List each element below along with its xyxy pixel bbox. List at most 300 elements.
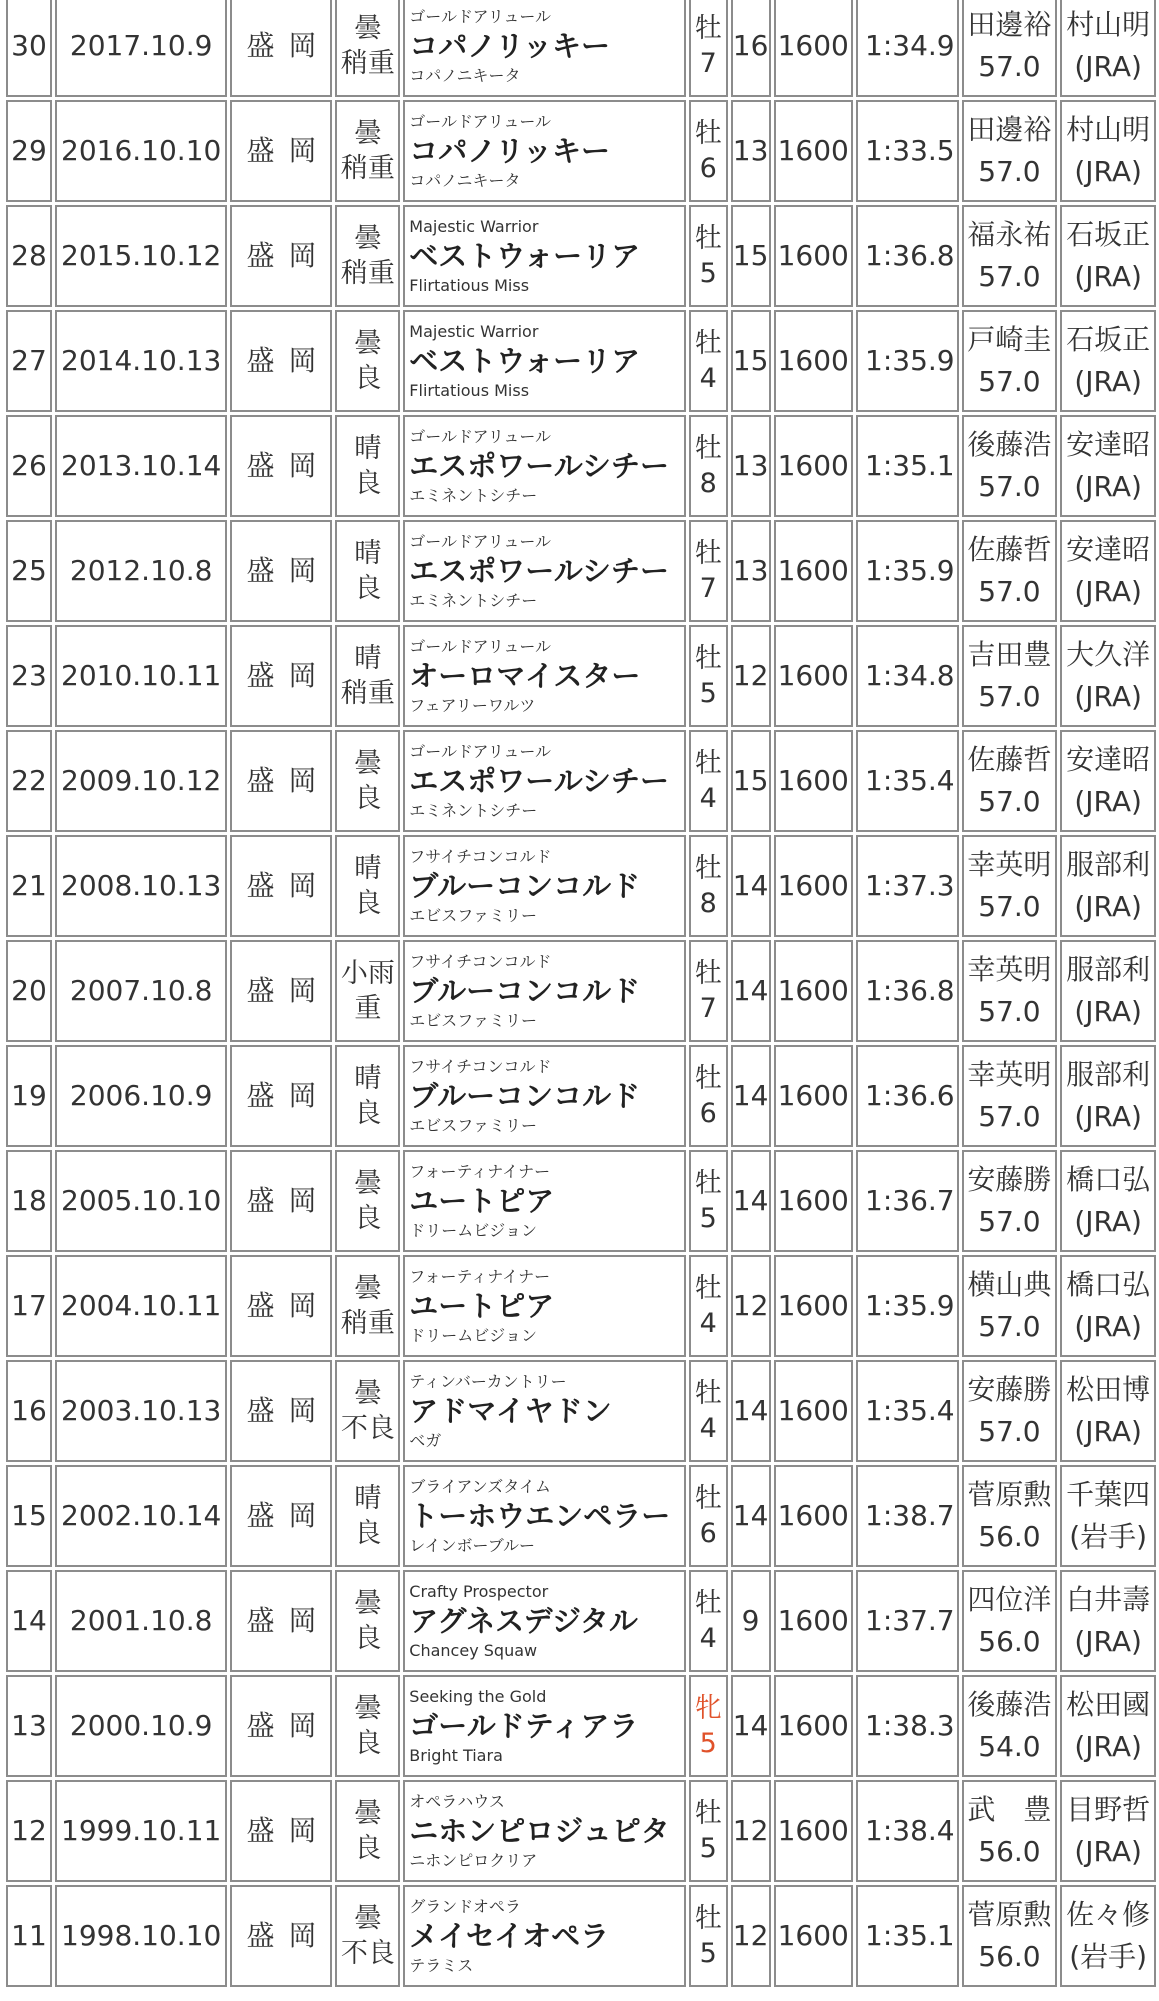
carried-weight: 57.0: [978, 890, 1041, 923]
dam-name: フェアリーワルツ: [409, 696, 536, 716]
carried-weight: 57.0: [978, 260, 1041, 293]
age: 4: [699, 1623, 717, 1654]
table-row: [6, 310, 1156, 412]
age: 7: [699, 993, 717, 1024]
jockey-name[interactable]: 福永祐: [967, 218, 1052, 251]
trainer-name[interactable]: 安達昭: [1066, 428, 1151, 461]
table-row: [6, 100, 1156, 202]
table-row: [6, 1780, 1156, 1882]
age: 4: [699, 1413, 717, 1444]
jockey-name[interactable]: 安藤勝: [967, 1163, 1052, 1196]
field-size: 13: [731, 415, 771, 517]
trainer: [1060, 205, 1156, 307]
race-number: 14: [6, 1570, 52, 1672]
trainer-name[interactable]: 橋口弘: [1066, 1163, 1151, 1196]
trainer-name[interactable]: 佐々修: [1066, 1898, 1151, 1931]
sire-name: Seeking the Gold: [409, 1686, 547, 1706]
conditions: [335, 1780, 400, 1882]
sire-name: ブライアンズタイム: [409, 1476, 551, 1496]
track-condition: 良: [354, 1728, 382, 1759]
venue: [230, 625, 332, 727]
race-date: 2006.10.9: [55, 1045, 228, 1147]
trainer-affiliation: (岩手): [1069, 1940, 1148, 1973]
finish-time: 1:36.7: [856, 1150, 959, 1252]
field-size: 14: [731, 1360, 771, 1462]
trainer-name[interactable]: 服部利: [1066, 848, 1151, 881]
horse-name[interactable]: ブルーコンコルド: [409, 973, 641, 1008]
sire-name: ゴールドアリュール: [409, 636, 552, 656]
field-size: 14: [731, 1675, 771, 1777]
age: 8: [699, 888, 717, 919]
trainer-affiliation: (JRA): [1074, 1730, 1142, 1763]
venue: [230, 1045, 332, 1147]
sex-age: [689, 625, 728, 727]
sex-age: [689, 1150, 728, 1252]
jockey: [962, 205, 1058, 307]
carried-weight: 57.0: [978, 50, 1041, 83]
race-number: 29: [6, 100, 52, 202]
distance: 1600: [774, 835, 853, 937]
carried-weight: 57.0: [978, 470, 1041, 503]
dam-name: エミネントシチー: [409, 801, 538, 821]
sex: 牝: [694, 1692, 722, 1724]
age: 8: [699, 468, 717, 499]
finish-time: 1:36.8: [856, 940, 959, 1042]
finish-time: 1:35.9: [856, 520, 959, 622]
dam-name: Bright Tiara: [409, 1746, 503, 1766]
race-date: 2009.10.12: [55, 730, 228, 832]
jockey-name[interactable]: 後藤浩: [967, 428, 1052, 461]
jockey-name[interactable]: 菅原勲: [967, 1478, 1052, 1511]
horse-name[interactable]: ゴールドティアラ: [409, 1708, 639, 1743]
venue: [230, 1675, 332, 1777]
winner: [403, 1360, 686, 1462]
race-number: 21: [6, 835, 52, 937]
conditions: [335, 520, 400, 622]
conditions: [335, 1675, 400, 1777]
venue-label: 盛岡: [246, 1288, 331, 1322]
age: 6: [699, 153, 717, 184]
distance: 1600: [774, 1150, 853, 1252]
jockey-name[interactable]: 菅原勲: [967, 1898, 1052, 1931]
sire-name: Crafty Prospector: [409, 1581, 549, 1601]
conditions: [335, 1150, 400, 1252]
table-row: [6, 625, 1156, 727]
venue-label: 盛岡: [246, 238, 331, 272]
trainer-name[interactable]: 安達昭: [1066, 743, 1151, 776]
horse-name[interactable]: ベストウォーリア: [409, 343, 641, 378]
field-size: 14: [731, 1150, 771, 1252]
trainer: [1060, 100, 1156, 202]
trainer-name[interactable]: 目野哲: [1066, 1793, 1151, 1826]
race-date: 2008.10.13: [55, 835, 228, 937]
venue-label: 盛岡: [246, 28, 331, 62]
jockey: [962, 625, 1058, 727]
table-row: [6, 1465, 1156, 1567]
race-number: 15: [6, 1465, 52, 1567]
conditions: [335, 1570, 400, 1672]
venue: [230, 415, 332, 517]
venue-label: 盛岡: [246, 973, 331, 1007]
sex-age: [689, 0, 728, 97]
venue: [230, 205, 332, 307]
race-date: 2001.10.8: [55, 1570, 228, 1672]
race-date: 2013.10.14: [55, 415, 228, 517]
trainer: [1060, 940, 1156, 1042]
weather: 晴: [354, 537, 382, 569]
table-row: [6, 730, 1156, 832]
finish-time: 1:38.7: [856, 1465, 959, 1567]
horse-name[interactable]: ユートピア: [409, 1288, 555, 1323]
horse-name[interactable]: トーホウエンペラー: [409, 1498, 671, 1533]
jockey: [962, 1780, 1058, 1882]
winner: [403, 1045, 686, 1147]
venue: [230, 310, 332, 412]
venue-label: 盛岡: [246, 343, 331, 377]
age: 5: [699, 1728, 717, 1759]
finish-time: 1:33.5: [856, 100, 959, 202]
winner: [403, 100, 686, 202]
jockey-name[interactable]: 吉田豊: [967, 638, 1052, 671]
horse-name[interactable]: エスポワールシチー: [409, 448, 669, 483]
sex-age: [689, 205, 728, 307]
sex-age: [689, 1360, 728, 1462]
track-condition: 良: [354, 363, 382, 394]
jockey: [962, 940, 1058, 1042]
jockey-name[interactable]: 四位洋: [967, 1583, 1052, 1616]
trainer: [1060, 1360, 1156, 1462]
venue: [230, 1465, 332, 1567]
sex: 牡: [694, 327, 722, 359]
table-row: [6, 205, 1156, 307]
trainer-name[interactable]: 千葉四: [1066, 1478, 1151, 1511]
finish-time: 1:37.3: [856, 835, 959, 937]
finish-time: 1:36.6: [856, 1045, 959, 1147]
dam-name: エビスファミリー: [409, 906, 537, 926]
field-size: 15: [731, 310, 771, 412]
sire-name: ゴールドアリュール: [409, 6, 552, 26]
winner: [403, 520, 686, 622]
table-row: [6, 1360, 1156, 1462]
dam-name: Chancey Squaw: [409, 1641, 538, 1661]
sire-name: フサイチコンコルド: [409, 951, 552, 971]
venue-label: 盛岡: [246, 133, 331, 167]
horse-name[interactable]: コパノリッキー: [409, 133, 610, 168]
venue: [230, 835, 332, 937]
table-row: [6, 1570, 1156, 1672]
table-row: [6, 1885, 1156, 1987]
finish-time: 1:34.9: [856, 0, 959, 97]
jockey-name[interactable]: 後藤浩: [967, 1688, 1052, 1721]
trainer-name[interactable]: 松田博: [1066, 1373, 1151, 1406]
trainer-affiliation: (JRA): [1074, 1100, 1142, 1133]
dam-name: エミネントシチー: [409, 591, 538, 611]
trainer-affiliation: (JRA): [1074, 1205, 1142, 1238]
trainer-affiliation: (JRA): [1074, 575, 1142, 608]
sex: 牡: [694, 957, 722, 989]
age: 4: [699, 363, 717, 394]
horse-name[interactable]: アグネスデジタル: [409, 1603, 638, 1638]
trainer-name[interactable]: 松田國: [1066, 1688, 1151, 1721]
trainer-name[interactable]: 村山明: [1066, 113, 1151, 146]
field-size: 14: [731, 940, 771, 1042]
field-size: 14: [731, 835, 771, 937]
finish-time: 1:38.3: [856, 1675, 959, 1777]
horse-name[interactable]: エスポワールシチー: [409, 763, 669, 798]
trainer-affiliation: (JRA): [1074, 50, 1142, 83]
horse-name[interactable]: オーロマイスター: [409, 658, 641, 693]
field-size: 13: [731, 100, 771, 202]
venue-label: 盛岡: [246, 1183, 331, 1217]
distance: 1600: [774, 1675, 853, 1777]
dam-name: ベガ: [409, 1431, 442, 1451]
trainer-affiliation: (JRA): [1074, 1310, 1142, 1343]
venue-label: 盛岡: [246, 448, 331, 482]
jockey-name[interactable]: 田邊裕: [967, 113, 1052, 146]
finish-time: 1:38.4: [856, 1780, 959, 1882]
trainer: [1060, 520, 1156, 622]
trainer-affiliation: (JRA): [1074, 995, 1142, 1028]
trainer-name[interactable]: 白井壽: [1066, 1583, 1151, 1616]
winner: [403, 835, 686, 937]
age: 5: [699, 258, 717, 289]
distance: 1600: [774, 100, 853, 202]
track-condition: 良: [354, 1098, 382, 1129]
field-size: 15: [731, 730, 771, 832]
dam-name: Flirtatious Miss: [409, 381, 530, 401]
table-row: [6, 940, 1156, 1042]
jockey-name[interactable]: 佐藤哲: [967, 533, 1052, 566]
conditions: [335, 0, 400, 97]
trainer-affiliation: (JRA): [1074, 260, 1142, 293]
field-size: 12: [731, 1255, 771, 1357]
weather: 曇: [354, 327, 382, 359]
track-condition: 良: [354, 1833, 382, 1864]
weather: 曇: [354, 1692, 382, 1724]
age: 5: [699, 1833, 717, 1864]
sex-age: [689, 1780, 728, 1882]
distance: 1600: [774, 625, 853, 727]
conditions: [335, 415, 400, 517]
finish-time: 1:36.8: [856, 205, 959, 307]
carried-weight: 56.0: [978, 1625, 1041, 1658]
venue-label: 盛岡: [246, 1603, 331, 1637]
race-date: 2005.10.10: [55, 1150, 228, 1252]
jockey-name[interactable]: 田邊裕: [967, 8, 1052, 41]
dam-name: ドリームビジョン: [409, 1221, 537, 1241]
results-grid: [3, 0, 1159, 1990]
age: 7: [699, 573, 717, 604]
jockey: [962, 1570, 1058, 1672]
track-condition: 不良: [340, 1938, 395, 1969]
winner: [403, 310, 686, 412]
sex: 牡: [694, 432, 722, 464]
distance: 1600: [774, 940, 853, 1042]
conditions: [335, 835, 400, 937]
track-condition: 稍重: [340, 258, 395, 289]
jockey-name[interactable]: 佐藤哲: [967, 743, 1052, 776]
race-number: 17: [6, 1255, 52, 1357]
table-row: [6, 1150, 1156, 1252]
horse-name[interactable]: コパノリッキー: [409, 28, 610, 63]
winner: [403, 1780, 686, 1882]
distance: 1600: [774, 1360, 853, 1462]
sex: 牡: [694, 12, 722, 44]
distance: 1600: [774, 205, 853, 307]
conditions: [335, 1360, 400, 1462]
trainer-name[interactable]: 石坂正: [1066, 323, 1151, 356]
field-size: 9: [731, 1570, 771, 1672]
jockey-name[interactable]: 幸英明: [967, 1058, 1052, 1091]
race-number: 22: [6, 730, 52, 832]
horse-name[interactable]: ユートピア: [409, 1183, 555, 1218]
finish-time: 1:35.9: [856, 1255, 959, 1357]
age: 6: [699, 1098, 717, 1129]
trainer-name[interactable]: 橋口弘: [1066, 1268, 1151, 1301]
race-number: 26: [6, 415, 52, 517]
trainer: [1060, 310, 1156, 412]
sire-name: ゴールドアリュール: [409, 111, 552, 131]
trainer-affiliation: (JRA): [1074, 1835, 1142, 1868]
venue: [230, 100, 332, 202]
trainer-name[interactable]: 大久洋: [1066, 638, 1151, 671]
jockey-name[interactable]: 幸英明: [967, 848, 1052, 881]
horse-name[interactable]: ブルーコンコルド: [409, 1078, 641, 1113]
race-number: 27: [6, 310, 52, 412]
sex-age: [689, 1885, 728, 1987]
sex: 牡: [694, 1797, 722, 1829]
carried-weight: 56.0: [978, 1520, 1041, 1553]
field-size: 14: [731, 1465, 771, 1567]
table-row: [6, 520, 1156, 622]
track-condition: 稍重: [340, 153, 395, 184]
jockey-name[interactable]: 幸英明: [967, 953, 1052, 986]
jockey-name[interactable]: 戸崎圭: [967, 323, 1052, 356]
weather: 晴: [354, 1062, 382, 1094]
weather: 曇: [354, 117, 382, 149]
sex-age: [689, 940, 728, 1042]
trainer: [1060, 1885, 1156, 1987]
distance: 1600: [774, 520, 853, 622]
carried-weight: 56.0: [978, 1940, 1041, 1973]
race-date: 2003.10.13: [55, 1360, 228, 1462]
horse-name[interactable]: ベストウォーリア: [409, 238, 641, 273]
jockey: [962, 1675, 1058, 1777]
trainer-name[interactable]: 石坂正: [1066, 218, 1151, 251]
age: 7: [699, 48, 717, 79]
dam-name: エビスファミリー: [409, 1011, 537, 1031]
venue-label: 盛岡: [246, 658, 331, 692]
sex-age: [689, 310, 728, 412]
sire-name: ゴールドアリュール: [409, 741, 552, 761]
weather: 晴: [354, 1482, 382, 1514]
sex-age: [689, 1675, 728, 1777]
race-number: 19: [6, 1045, 52, 1147]
dam-name: コパノニキータ: [409, 66, 521, 86]
dam-name: レインボーブルー: [409, 1536, 536, 1556]
horse-name[interactable]: メイセイオペラ: [409, 1918, 610, 1953]
carried-weight: 54.0: [978, 1730, 1041, 1763]
trainer: [1060, 0, 1156, 97]
horse-name[interactable]: ニホンピロジュピタ: [409, 1813, 670, 1848]
venue-label: 盛岡: [246, 868, 331, 902]
carried-weight: 57.0: [978, 680, 1041, 713]
track-condition: 良: [354, 1203, 382, 1234]
finish-time: 1:34.8: [856, 625, 959, 727]
winner: [403, 415, 686, 517]
table-row: [6, 0, 1156, 97]
dam-name: テラミス: [409, 1956, 474, 1976]
jockey: [962, 730, 1058, 832]
age: 5: [699, 678, 717, 709]
winner: [403, 1675, 686, 1777]
venue: [230, 520, 332, 622]
trainer-affiliation: (岩手): [1069, 1520, 1148, 1553]
track-condition: 良: [354, 1518, 382, 1549]
jockey: [962, 415, 1058, 517]
conditions: [335, 1465, 400, 1567]
field-size: 14: [731, 1045, 771, 1147]
venue: [230, 1885, 332, 1987]
conditions: [335, 1255, 400, 1357]
race-number: 12: [6, 1780, 52, 1882]
trainer-name[interactable]: 安達昭: [1066, 533, 1151, 566]
trainer-name[interactable]: 服部利: [1066, 953, 1151, 986]
horse-name[interactable]: エスポワールシチー: [409, 553, 669, 588]
jockey: [962, 1045, 1058, 1147]
horse-name[interactable]: ブルーコンコルド: [409, 868, 641, 903]
table-row: [6, 835, 1156, 937]
trainer-name[interactable]: 服部利: [1066, 1058, 1151, 1091]
sex-age: [689, 1045, 728, 1147]
race-number: 18: [6, 1150, 52, 1252]
finish-time: 1:35.1: [856, 415, 959, 517]
venue-label: 盛岡: [246, 1393, 331, 1427]
carried-weight: 57.0: [978, 1415, 1041, 1448]
track-condition: 稍重: [340, 1308, 395, 1339]
sire-name: Majestic Warrior: [409, 216, 539, 236]
race-date: 2010.10.11: [55, 625, 228, 727]
venue: [230, 1780, 332, 1882]
venue: [230, 940, 332, 1042]
jockey: [962, 520, 1058, 622]
trainer-name[interactable]: 村山明: [1066, 8, 1151, 41]
jockey-name[interactable]: 安藤勝: [967, 1373, 1052, 1406]
jockey-name[interactable]: 横山典: [967, 1268, 1052, 1301]
track-condition: 良: [354, 468, 382, 499]
conditions: [335, 1885, 400, 1987]
table-row: [6, 415, 1156, 517]
horse-name[interactable]: アドマイヤドン: [409, 1393, 612, 1428]
winner: [403, 1570, 686, 1672]
trainer: [1060, 1255, 1156, 1357]
weather: 曇: [354, 12, 382, 44]
venue-label: 盛岡: [246, 1708, 331, 1742]
sex-age: [689, 520, 728, 622]
table-row: [6, 1255, 1156, 1357]
carried-weight: 56.0: [978, 1835, 1041, 1868]
sex: 牡: [694, 1062, 722, 1094]
distance: 1600: [774, 1780, 853, 1882]
finish-time: 1:37.7: [856, 1570, 959, 1672]
dam-name: エミネントシチー: [409, 486, 538, 506]
jockey: [962, 1885, 1058, 1987]
jockey: [962, 1360, 1058, 1462]
carried-weight: 57.0: [978, 785, 1041, 818]
jockey-name[interactable]: 武 豊: [967, 1793, 1052, 1826]
trainer: [1060, 1045, 1156, 1147]
conditions: [335, 310, 400, 412]
